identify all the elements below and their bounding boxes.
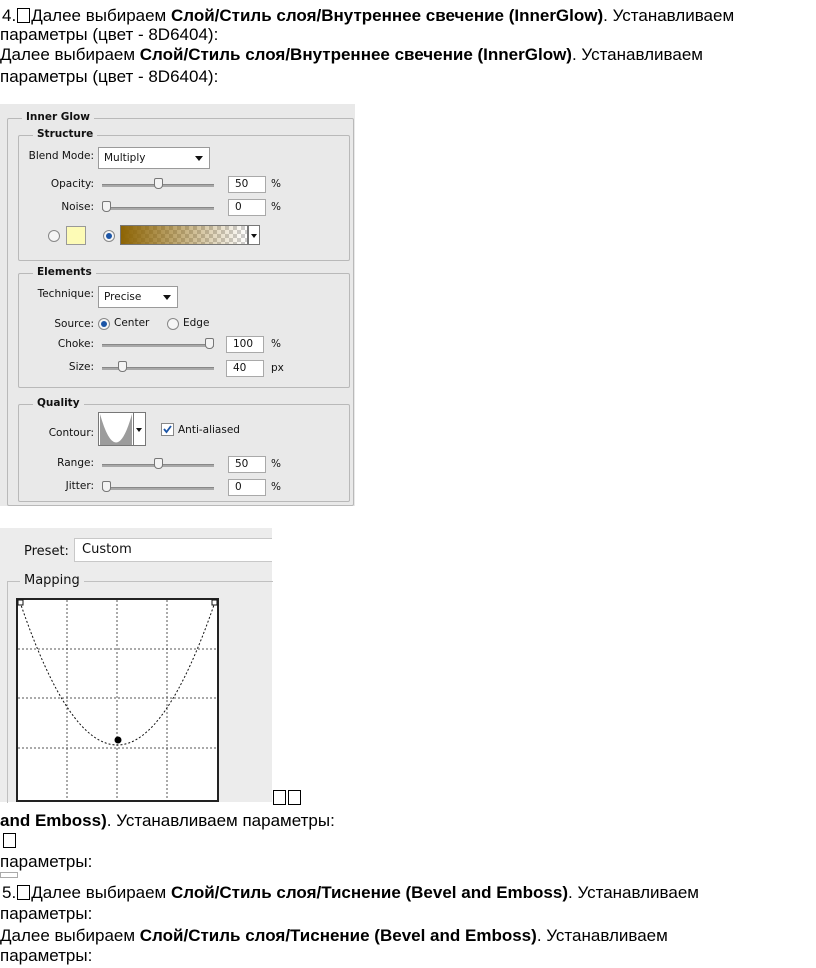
step5-heading — [2, 882, 699, 903]
noise-slider[interactable] — [102, 207, 214, 210]
technique-label: Technique: — [37, 288, 94, 300]
chevron-down-icon — [163, 295, 171, 300]
source-center-label: Center — [114, 317, 150, 329]
contour-dropdown[interactable] — [134, 412, 146, 446]
step-text: Далее выбираем — [31, 6, 171, 25]
technique-select[interactable] — [98, 286, 178, 308]
noise-label: Noise: — [61, 201, 94, 213]
structure-legend: Structure — [33, 128, 97, 140]
emboss-fragment — [0, 810, 335, 831]
contour-picker[interactable] — [98, 412, 134, 446]
menu-path: Слой/Стиль слоя/Внутреннее свечение (InnerGlow) — [139, 45, 572, 64]
blend-mode-label: Blend Mode: — [28, 150, 94, 162]
elements-legend: Elements — [33, 266, 96, 278]
chevron-down-icon — [195, 156, 203, 161]
blend-mode-value: Multiply — [104, 152, 146, 164]
curve-point-end[interactable] — [212, 600, 217, 605]
chevron-down-icon — [136, 428, 142, 432]
step-text-tail: . Устанавливаем параметры: — [106, 811, 335, 830]
source-edge-label: Edge — [183, 317, 210, 329]
technique-value: Precise — [104, 291, 142, 303]
opacity-input[interactable]: 50 — [228, 176, 266, 193]
step4-heading-repeat — [0, 44, 703, 65]
opacity-slider-thumb[interactable] — [154, 178, 163, 189]
jitter-unit: % — [271, 481, 281, 493]
missing-glyph-line — [2, 833, 17, 851]
step-text: Далее выбираем — [0, 45, 140, 64]
noise-slider-thumb[interactable] — [102, 201, 111, 212]
quality-legend: Quality — [33, 397, 84, 409]
glow-color-swatch[interactable] — [66, 226, 86, 245]
source-edge-radio[interactable] — [167, 318, 179, 330]
jitter-input[interactable]: 0 — [228, 479, 266, 496]
step4-params: параметры (цвет - 8D6404): — [0, 25, 219, 44]
gradient-radio[interactable] — [103, 230, 115, 242]
preset-select[interactable] — [74, 538, 272, 562]
step-text-tail: . Устанавливаем — [568, 883, 699, 902]
jitter-slider-thumb[interactable] — [102, 481, 111, 492]
contour-thumbnail-icon — [99, 413, 133, 445]
choke-slider-thumb[interactable] — [205, 338, 214, 349]
source-center-radio[interactable] — [98, 318, 110, 330]
step-number: 5. — [2, 883, 17, 902]
step4-params-repeat: параметры (цвет - 8D6404): — [0, 67, 219, 86]
choke-unit: % — [271, 338, 281, 350]
step-text: Далее выбираем — [0, 926, 140, 945]
curve-point-start[interactable] — [18, 600, 23, 605]
choke-label: Choke: — [57, 338, 94, 350]
step-number: 4. — [2, 6, 17, 25]
solid-color-radio[interactable] — [48, 230, 60, 242]
inner-glow-panel — [0, 104, 355, 506]
choke-input[interactable]: 100 — [226, 336, 264, 353]
contour-label: Contour: — [48, 427, 94, 439]
menu-path: Слой/Стиль слоя/Внутреннее свечение (InnerGlow) — [170, 6, 604, 25]
step-text-tail: . Устанавливаем — [603, 6, 735, 25]
noise-unit: % — [271, 201, 281, 213]
menu-path: Слой/Стиль слоя/Тиснение (Bevel and Emboss) — [139, 926, 537, 945]
step-text-tail: . Устанавливаем — [571, 45, 703, 64]
chevron-down-icon — [251, 234, 257, 238]
step4-heading — [2, 5, 734, 26]
inner-glow-title: Inner Glow — [22, 111, 94, 123]
anti-aliased-checkbox[interactable] — [161, 423, 174, 436]
preset-value: Custom — [82, 542, 132, 557]
params-fragment: параметры: — [0, 852, 93, 871]
opacity-unit: % — [271, 178, 281, 190]
range-label: Range: — [57, 457, 94, 469]
choke-slider[interactable] — [102, 344, 214, 347]
step-text: Далее выбираем — [31, 883, 171, 902]
opacity-label: Opacity: — [50, 178, 94, 190]
preset-label: Preset: — [24, 544, 69, 559]
range-slider-thumb[interactable] — [154, 458, 163, 469]
step5-heading-repeat — [0, 925, 668, 946]
mapping-legend: Mapping — [20, 573, 84, 588]
range-unit: % — [271, 458, 281, 470]
curve-point-mid[interactable] — [115, 737, 122, 744]
size-label: Size: — [68, 361, 94, 373]
jitter-label: Jitter: — [65, 480, 94, 492]
missing-glyph-icon — [288, 790, 301, 805]
menu-path-fragment: and Emboss) — [0, 811, 107, 830]
missing-glyph-icon — [17, 8, 30, 23]
source-label: Source: — [54, 318, 94, 330]
range-input[interactable]: 50 — [228, 456, 266, 473]
missing-glyph-icon — [273, 790, 286, 805]
size-unit: px — [271, 362, 284, 374]
missing-glyph-icon — [3, 833, 16, 848]
gradient-swatch[interactable] — [120, 225, 248, 245]
small-image-placeholder — [0, 872, 18, 878]
missing-glyphs — [272, 790, 302, 808]
step-text-tail: . Устанавливаем — [536, 926, 668, 945]
size-input[interactable]: 40 — [226, 360, 264, 377]
size-slider-thumb[interactable] — [118, 361, 127, 372]
missing-glyph-icon — [17, 885, 30, 900]
blend-mode-select[interactable] — [98, 147, 210, 169]
step5-params-repeat: параметры: — [0, 946, 93, 965]
step5-params: параметры: — [0, 904, 93, 923]
checkmark-icon — [162, 424, 173, 435]
gradient-dropdown[interactable] — [248, 225, 260, 245]
noise-input[interactable]: 0 — [228, 199, 266, 216]
anti-aliased-label: Anti-aliased — [178, 424, 240, 436]
menu-path: Слой/Стиль слоя/Тиснение (Bevel and Emboss) — [170, 883, 568, 902]
contour-curve-graph[interactable] — [16, 598, 219, 802]
contour-editor-panel — [0, 528, 272, 802]
jitter-slider[interactable] — [102, 487, 214, 490]
